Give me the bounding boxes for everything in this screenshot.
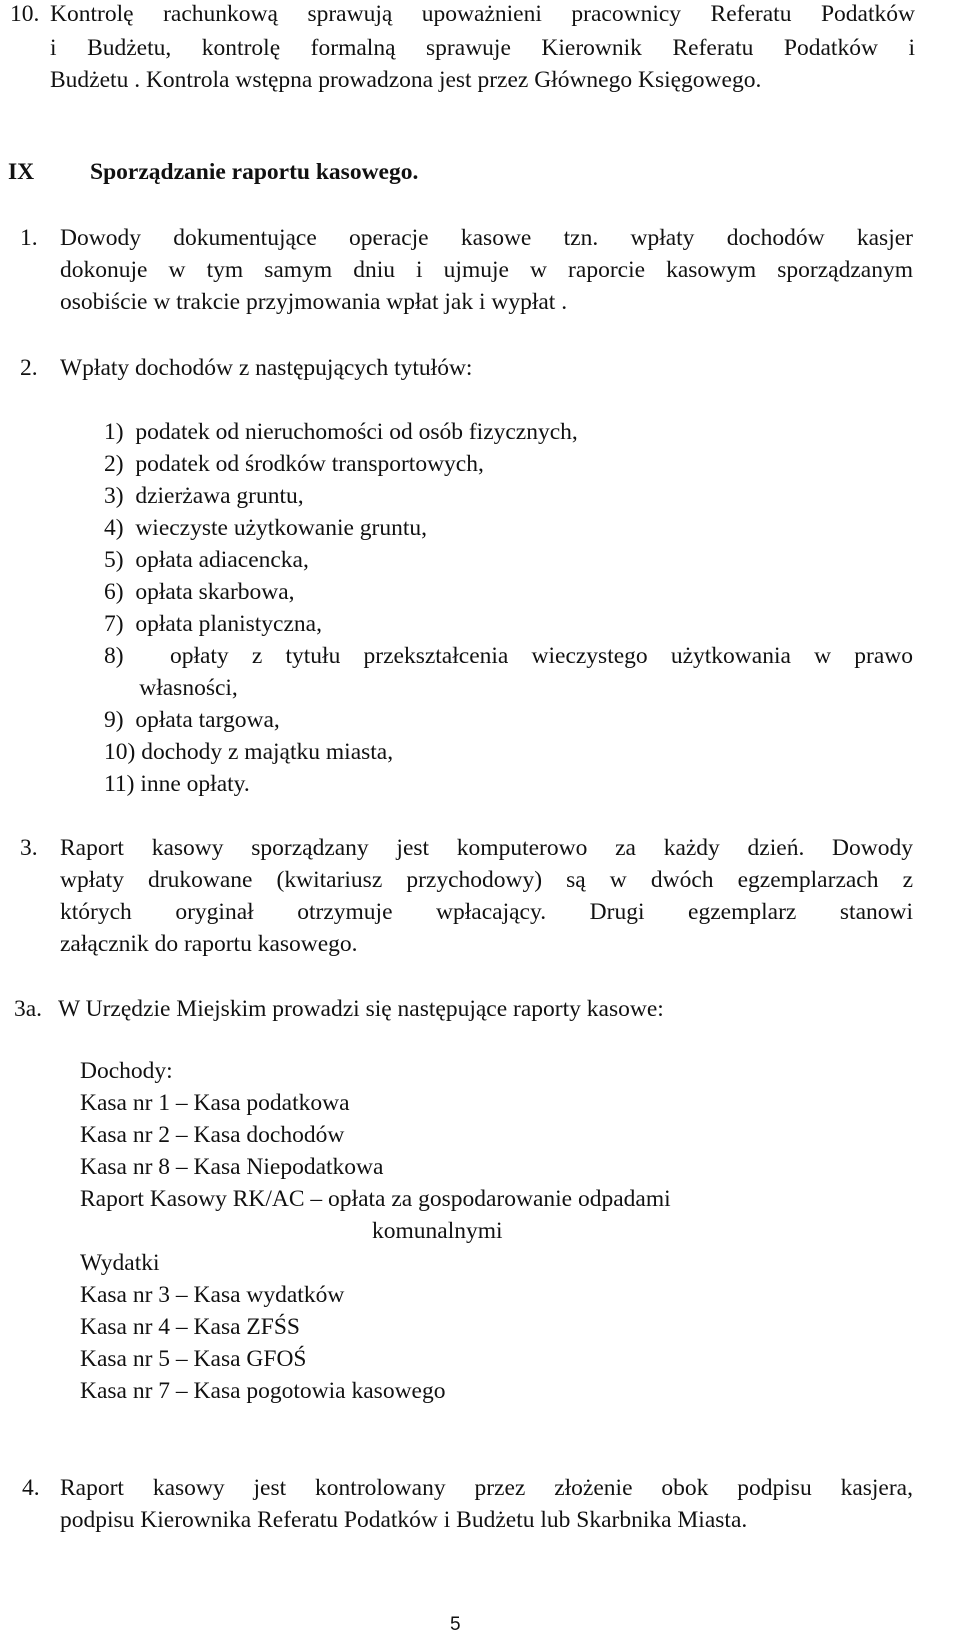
p3-line: których oryginał otrzymuje wpłacający. Drugi egzemplarz stanowi xyxy=(60,899,913,925)
rk-item: Kasa nr 1 – Kasa podatkowa xyxy=(80,1090,350,1116)
list-item: 11) inne opłaty. xyxy=(104,771,250,797)
rk-item-continuation: komunalnymi xyxy=(372,1218,503,1244)
page-number: 5 xyxy=(450,1614,461,1635)
p3-line: wpłaty drukowane (kwitariusz przychodowy) są w dwóch egzemplarzach z xyxy=(60,867,913,893)
list-item: 10) dochody z majątku miasta, xyxy=(104,739,394,765)
list-item: 6) opłata skarbowa, xyxy=(104,579,295,605)
rk-item: Kasa nr 5 – Kasa GFOŚ xyxy=(80,1346,307,1372)
rk-item: Kasa nr 4 – Kasa ZFŚS xyxy=(80,1314,300,1340)
list-item: 8) opłaty z tytułu przekształcenia wieczystego użytkowania w prawo xyxy=(104,643,913,669)
p4-line: podpisu Kierownika Referatu Podatków i Budżetu lub Skarbnika Miasta. xyxy=(60,1507,748,1533)
rk-item: Kasa nr 7 – Kasa pogotowia kasowego xyxy=(80,1378,446,1404)
p3-line: Raport kasowy sporządzany jest komputerowo za każdy dzień. Dowody xyxy=(60,835,913,861)
rk-item: Kasa nr 8 – Kasa Niepodatkowa xyxy=(80,1154,384,1180)
p1-number: 1. xyxy=(20,225,38,251)
section-title: Sporządzanie raportu kasowego. xyxy=(90,159,419,185)
p10-line: Budżetu . Kontrola wstępna prowadzona jest przez Głównego Księgowego. xyxy=(50,67,762,93)
rk-item: Kasa nr 2 – Kasa dochodów xyxy=(80,1122,345,1148)
p4-line: Raport kasowy jest kontrolowany przez złożenie obok podpisu kasjera, xyxy=(60,1475,913,1501)
p1-line: Dowody dokumentujące operacje kasowe tzn. wpłaty dochodów kasjer xyxy=(60,225,913,251)
list-item-continuation: własności, xyxy=(104,675,238,701)
p10-number: 10. xyxy=(10,1,40,27)
rk-item: Kasa nr 3 – Kasa wydatków xyxy=(80,1282,345,1308)
p10-line: Kontrolę rachunkową sprawują upoważnieni pracownicy Referatu Podatków xyxy=(50,1,915,27)
list-item: 1) podatek od nieruchomości od osób fizycznych, xyxy=(104,419,578,445)
list-item: 7) opłata planistyczna, xyxy=(104,611,322,637)
list-item: 4) wieczyste użytkowanie gruntu, xyxy=(104,515,428,541)
p10-line: i Budżetu, kontrolę formalną sprawuje Kierownik Referatu Podatków i xyxy=(50,35,915,61)
rk-category: Wydatki xyxy=(80,1250,160,1276)
rk-category: Dochody: xyxy=(80,1058,173,1084)
p3a-intro: W Urzędzie Miejskim prowadzi się następujące raporty kasowe: xyxy=(58,996,664,1022)
list-item: 9) opłata targowa, xyxy=(104,707,280,733)
p1-line: osobiście w trakcie przyjmowania wpłat jak i wypłat . xyxy=(60,289,568,315)
rk-item: Raport Kasowy RK/AC – opłata za gospodarowanie odpadami xyxy=(80,1186,671,1212)
p3-line: załącznik do raportu kasowego. xyxy=(60,931,358,957)
p2-intro: Wpłaty dochodów z następujących tytułów: xyxy=(60,355,473,381)
p1-line: dokonuje w tym samym dniu i ujmuje w raporcie kasowym sporządzanym xyxy=(60,257,913,283)
list-item: 5) opłata adiacencka, xyxy=(104,547,309,573)
p4-number: 4. xyxy=(22,1475,40,1501)
list-item: 2) podatek od środków transportowych, xyxy=(104,451,484,477)
p2-number: 2. xyxy=(20,355,38,381)
p3-number: 3. xyxy=(20,835,38,861)
section-number: IX xyxy=(8,159,35,185)
list-item: 3) dzierżawa gruntu, xyxy=(104,483,304,509)
p3a-number: 3a. xyxy=(14,996,43,1022)
